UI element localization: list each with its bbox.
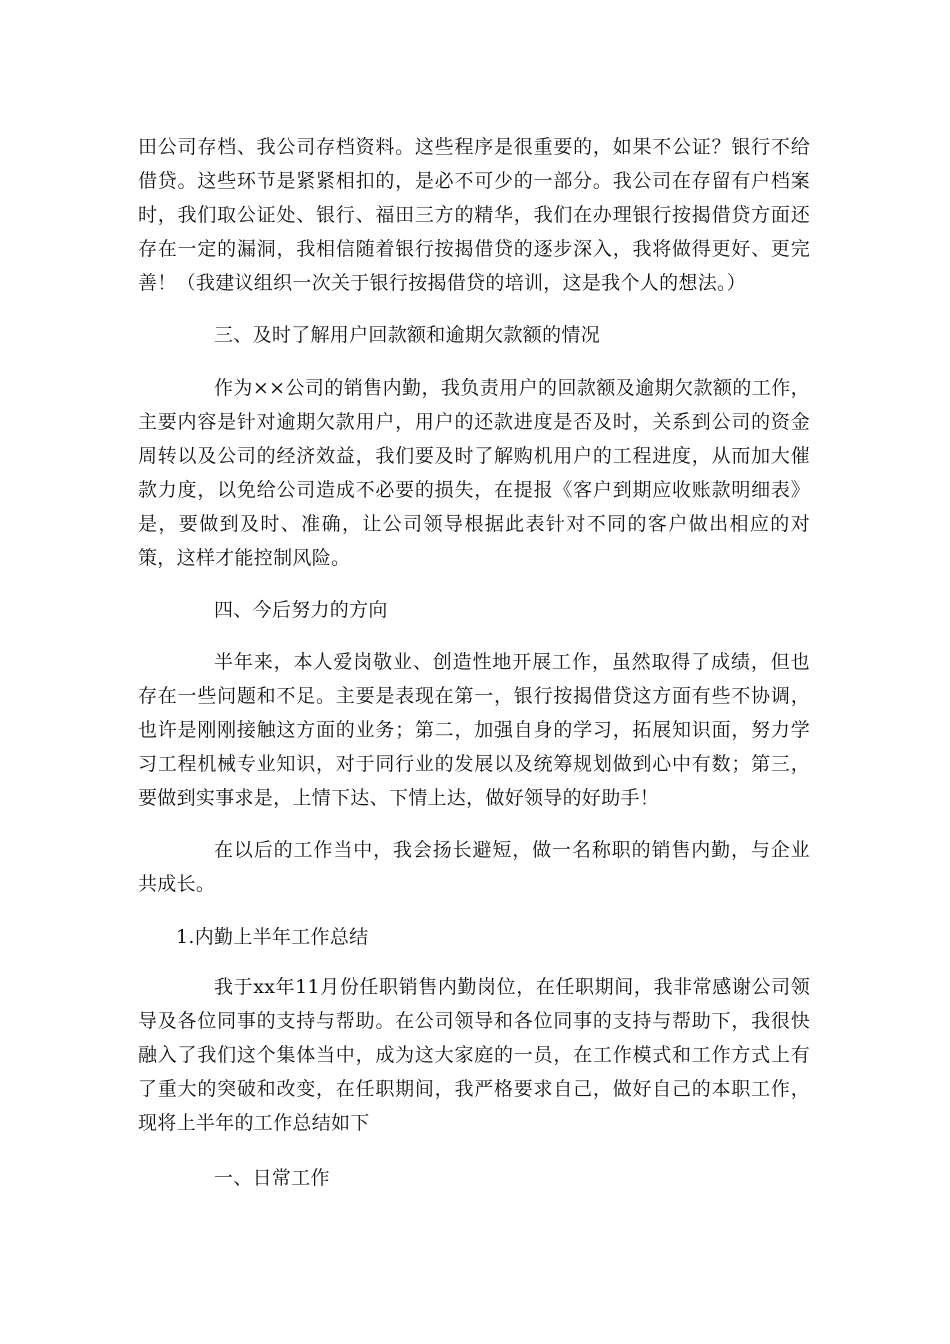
heading-daily-work: 一、日常工作 xyxy=(214,1167,330,1189)
paragraph-closing-commitment: 在以后的工作当中，我会扬长避短，做一名称职的销售内勤，与企业共成长。 xyxy=(138,839,810,895)
heading-section-four: 四、今后努力的方向 xyxy=(214,599,388,621)
heading-half-year-summary: 1.内勤上半年工作总结 xyxy=(176,926,369,948)
paragraph-introduction: 我于xx年11月份任职销售内勤岗位，在任职期间，我非常感谢公司领导及各位同事的支持与帮助。在公司领导和各位同事的支持与帮助下，我很快融入了我们这个集体当中，成为这大家庭的一员，在工作模式和工作方式上有了重大的突破和改变，在任职期间，我严格要求自己，做好自己的本职工作，现将上半年的工作总结如下 xyxy=(138,976,810,1134)
paragraph-archive-process: 田公司存档、我公司存档资料。这些程序是很重要的，如果不公证？银行不给借贷。这些环节是紧紧相扣的，是必不可少的一部分。我公司在存留有户档案时，我们取公证处、银行、福田三方的精华，我们在办理银行按揭借贷方面还存在一定的漏洞，我相信随着银行按揭借贷的逐步深入，我将做得更好、更完善！（我建议组织一次关于银行按揭借贷的培训，这是我个人的想法。） xyxy=(138,136,810,294)
heading-section-three: 三、及时了解用户回款额和逾期欠款额的情况 xyxy=(214,324,601,346)
paragraph-future-direction: 半年来，本人爱岗敬业、创造性地开展工作，虽然取得了成绩，但也存在一些问题和不足。主要是表现在第一，银行按揭借贷这方面有些不协调，也许是刚刚接触这方面的业务；第二，加强自身的学习，拓展知识面，努力学习工程机械专业知识，对于同行业的发展以及统筹规划做到心中有数；第三，要做到实事求是，上情下达、下情上达，做好领导的好助手！ xyxy=(138,651,810,809)
paragraph-payment-tracking: 作为××公司的销售内勤，我负责用户的回款额及逾期欠款额的工作，主要内容是针对逾期欠款用户，用户的还款进度是否及时，关系到公司的资金周转以及公司的经济效益，我们要及时了解购机用户的工程进度，从而加大催款力度，以免给公司造成不必要的损失，在提报《客户到期应收账款明细表》是，要做到及时、准确，让公司领导根据此表针对不同的客户做出相应的对策，这样才能控制风险。 xyxy=(138,377,810,569)
